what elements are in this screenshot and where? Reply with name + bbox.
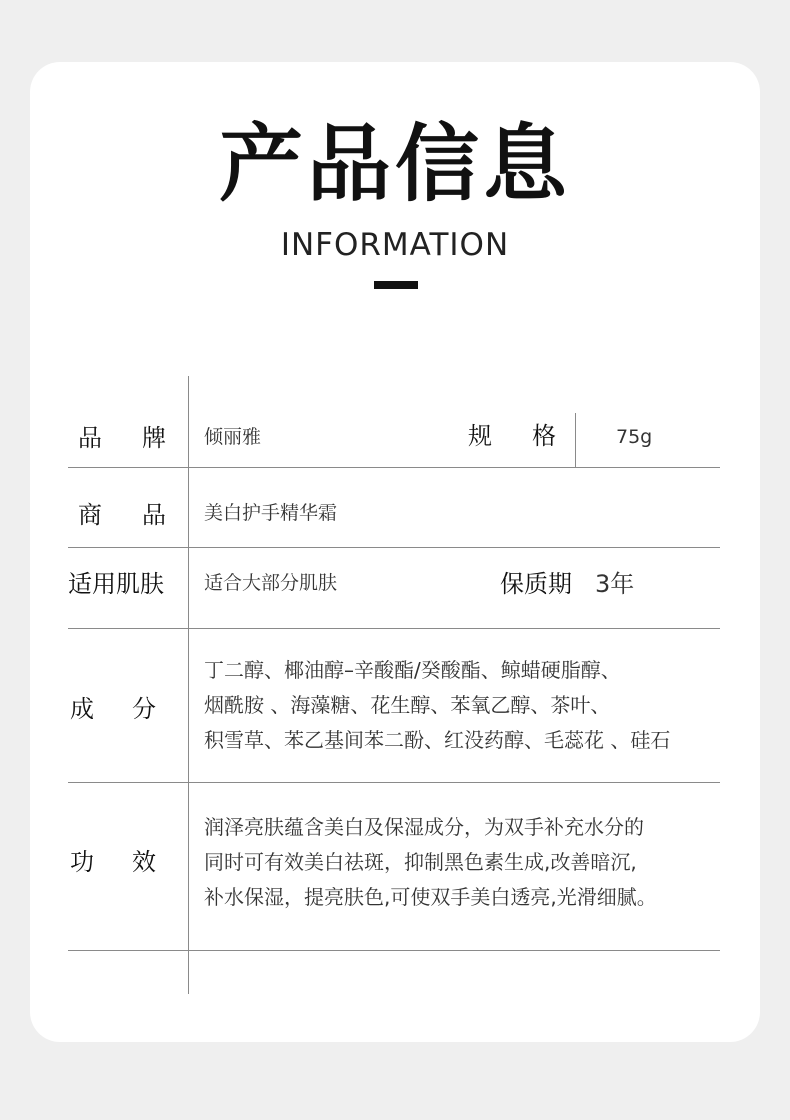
skin-value: 适合大部分肌肤 (204, 572, 338, 594)
brand-value: 倾丽雅 (204, 426, 262, 448)
brand-label-a: 品 (78, 424, 102, 452)
product-label-a: 商 (78, 501, 102, 529)
table-vertical-divider (188, 376, 189, 994)
spec-label-b: 格 (532, 422, 556, 450)
row-divider (68, 628, 720, 629)
ingredients-line: 积雪草、苯乙基间苯二酚、红没药醇、毛蕊花 、硅石 (204, 728, 671, 752)
ingredients-line: 烟酰胺 、海藻糖、花生醇、苯氧乙醇、茶叶、 (204, 693, 611, 717)
title-underline (374, 281, 418, 289)
ingredients-text (204, 653, 670, 758)
effects-label-b: 效 (132, 848, 156, 876)
row-divider (68, 547, 720, 548)
row-divider (68, 782, 720, 783)
shelf-value: 3年 (595, 570, 635, 598)
row-divider (68, 467, 720, 468)
effects-line: 同时可有效美白祛斑，抑制黑色素生成,改善暗沉, (204, 850, 637, 874)
ingredients-label-b: 分 (132, 695, 156, 723)
brand-label-b: 牌 (142, 424, 166, 452)
effects-text (204, 810, 657, 915)
page-subtitle: INFORMATION (280, 227, 510, 263)
spec-value: 75g (616, 426, 653, 448)
product-value: 美白护手精华霜 (204, 502, 338, 524)
effects-line: 润泽亮肤蕴含美白及保湿成分，为双手补充水分的 (204, 815, 644, 839)
row-divider (68, 950, 720, 951)
effects-label-a: 功 (70, 848, 94, 876)
effects-line: 补水保湿，提亮肤色,可使双手美白透亮,光滑细腻。 (204, 885, 657, 909)
ingredients-line: 丁二醇、椰油醇–辛酸酯/癸酸酯、鲸蜡硬脂醇、 (204, 658, 621, 682)
skin-label: 适用肌肤 (68, 570, 164, 598)
ingredients-label-a: 成 (70, 695, 94, 723)
product-label-b: 品 (142, 501, 166, 529)
spec-label-a: 规 (468, 422, 492, 450)
page-title: 产品信息 (218, 115, 571, 213)
spec-divider (575, 413, 576, 467)
shelf-label: 保质期 (500, 570, 572, 598)
